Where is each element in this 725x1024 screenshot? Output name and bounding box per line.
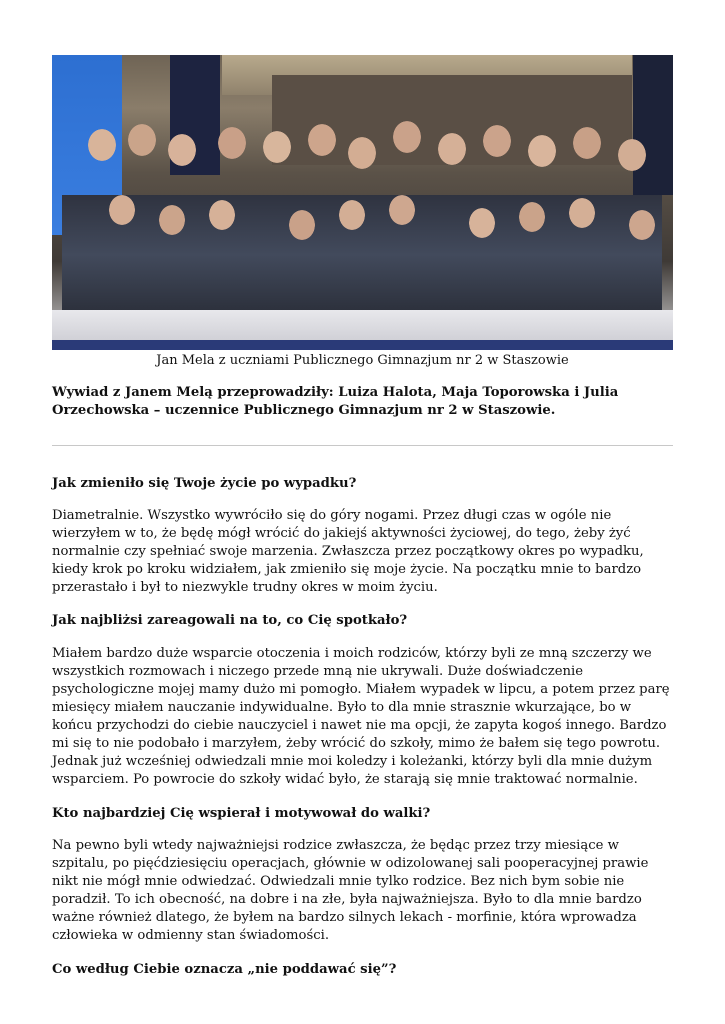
interview-intro: Wywiad z Janem Melą przeprowadziły: Luiza Halota, Maja Toporowska i Julia Orzechowska – uczennice Publicznego Gimnazjum nr 2 w Staszowie. (52, 385, 619, 418)
group-photo (52, 55, 673, 350)
question-1: Jak zmieniło się Twoje życie po wypadku? (52, 476, 357, 491)
section-divider (52, 445, 673, 446)
question-2: Jak najbliżsi zareagowali na to, co Cię spotkało? (52, 613, 408, 628)
answer-3: Na pewno byli wtedy najważniejsi rodzice zwłaszcza, że będąc przez trzy miesiące w szpitalu, po pięćdziesięciu operacjach, głównie w odizolowanej sali pooperacyjnej prawie nikt nie mógł mnie odwiedzać. Odwiedzali mnie tylko rodzice. Bez nich bym sobie nie poradził. To ich obecność, na dobre i na złe, była najważniejsza. Było to dla mnie bardzo ważne również dlatego, że byłem na bardzo silnych lekach - morfinie, która wprowadza człowieka w odmienny stan świadomości. (52, 838, 649, 943)
students-group (62, 115, 662, 315)
answer-2: Miałem bardzo duże wsparcie otoczenia i moich rodziców, którzy byli ze mną szczerzy we wszystkich rozmowach i niczego przede mną nie ukrywali. Duże doświadczenie psychologiczne mojej mamy dużo mi pomogło. Miałem wypadek w lipcu, a potem przez parę miesięcy miałem nauczanie indywidualne. Było to dla mnie strasznie wkurzające, bo w końcu przychodzi do ciebie nauczyciel i nawet nie ma opcji, że zapyta kogoś innego. Bardzo mi się to nie podobało i marzyłem, żeby wrócić do szkoły, mimo że bałem się tego powrotu. Jednak już wcześniej odwiedzali mnie moi koledzy i koleżanki, którzy byli dla mnie dużym wsparciem. Po powrocie do szkoły widać było, że starają się mnie traktować normalnie. (52, 646, 670, 787)
photo-caption: Jan Mela z uczniami Publicznego Gimnazjum nr 2 w Staszowie (156, 353, 569, 368)
question-3: Kto najbardziej Cię wspierał i motywował do walki? (52, 806, 431, 821)
answer-1: Diametralnie. Wszystko wywróciło się do góry nogami. Przez długi czas w ogóle nie wierzyłem w to, że będę mógł wrócić do jakiejś aktywności życiowej, do tego, żeby żyć normalnie czy spełniać swoje marzenia. Zwłaszcza przez początkowy okres po wypadku, kiedy krok po kroku widziałem, jak zmieniło się moje życie. Na początku mnie to bardzo przerastało i był to niezwykle trudny okres w moim życiu. (52, 508, 644, 595)
document-page (52, 55, 673, 979)
question-4: Co według Ciebie oznacza „nie poddawać się”? (52, 962, 397, 977)
